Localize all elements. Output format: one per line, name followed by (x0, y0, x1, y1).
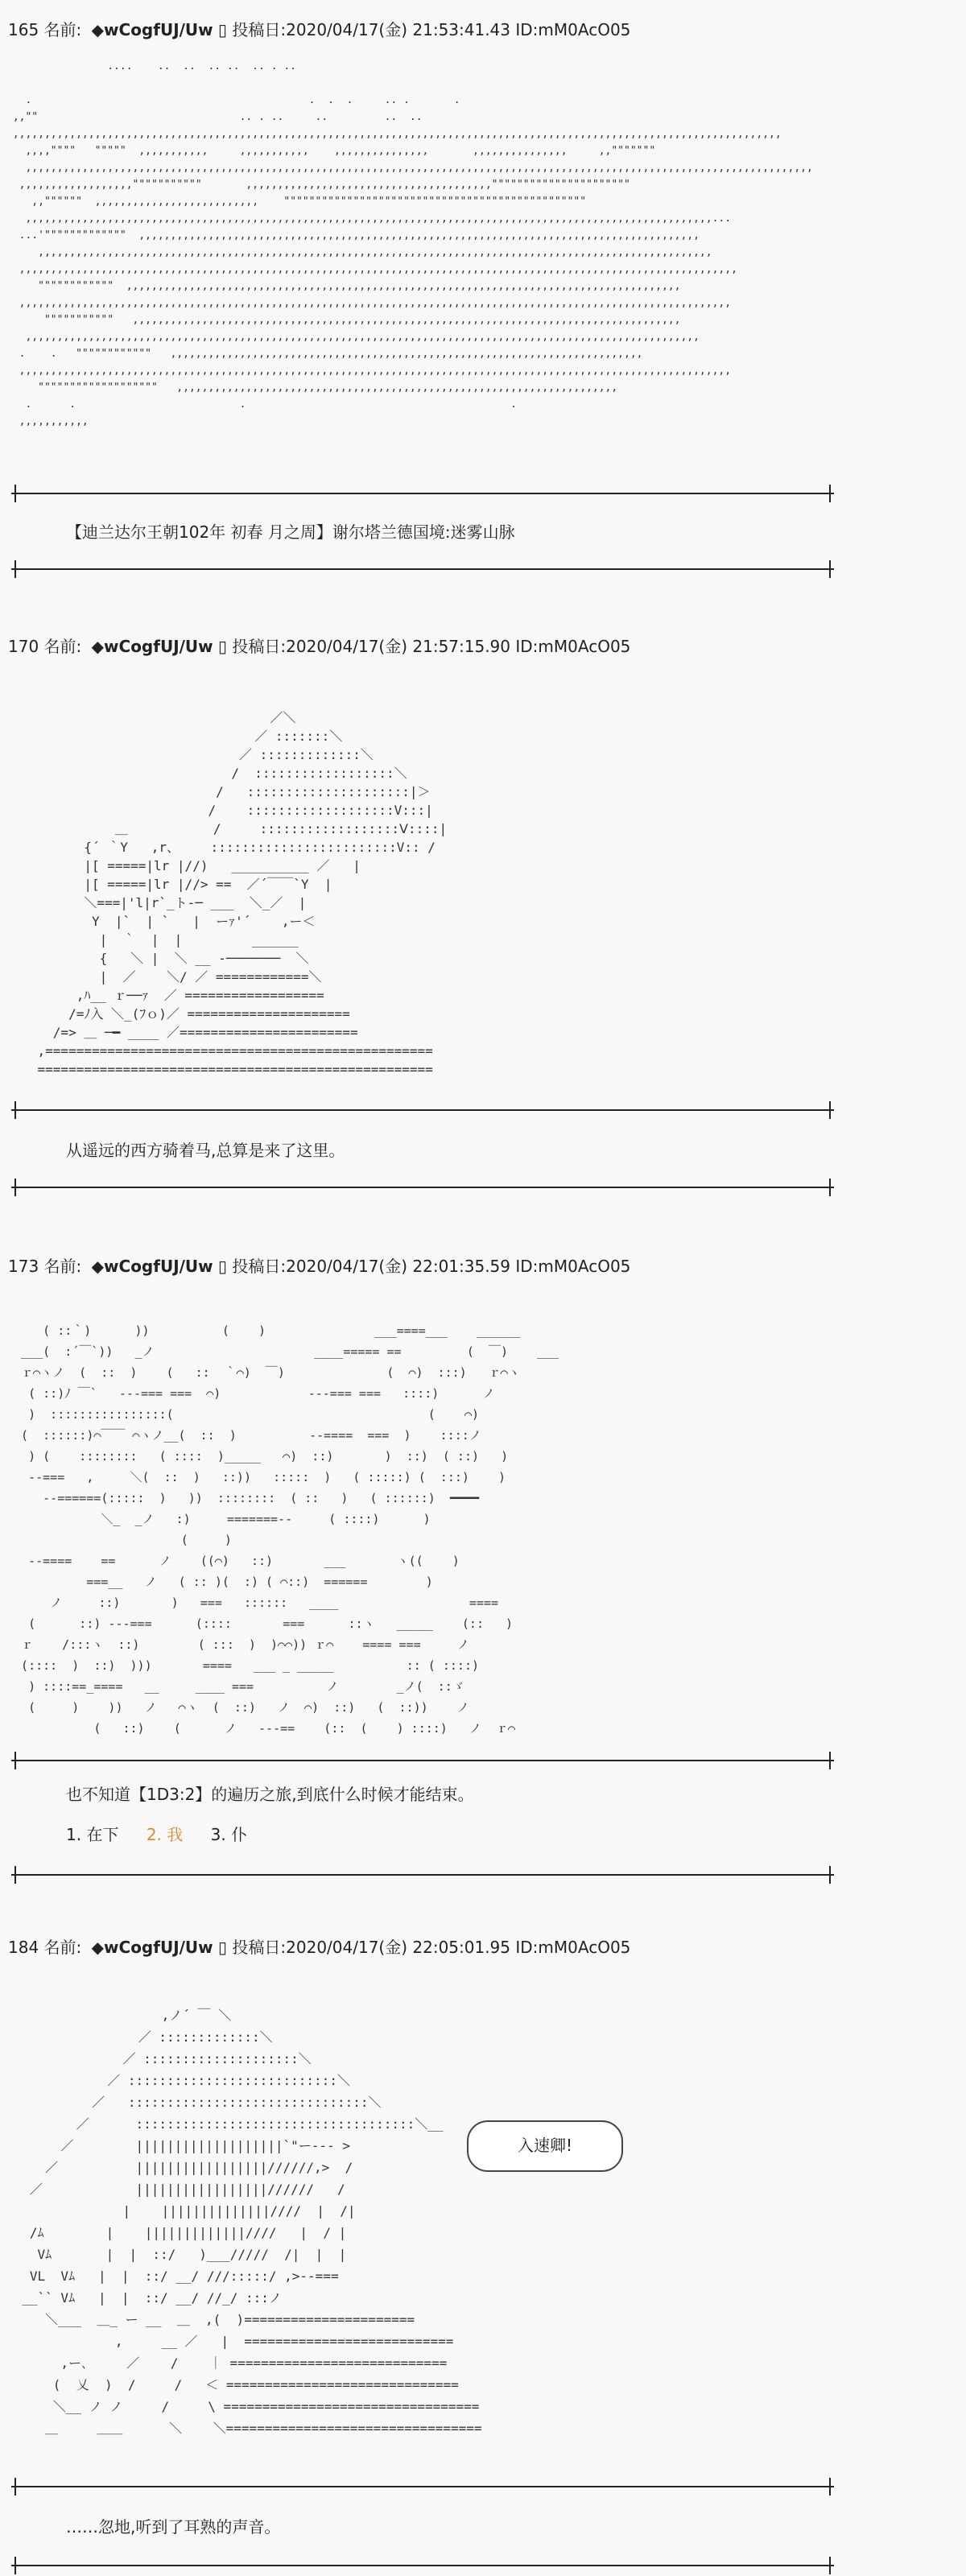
choice-1[interactable]: 1. 在下 (66, 1825, 119, 1844)
ascii-art-castle-road: ,ノ´ ￣ ＼ ／ :::::::::::::＼ ／ ::::::::::::::::::::＼ ／ :::::::::::::::::::::::::::＼ ／ :::::::::::::::::::::::::::::::＼ ／ ::::::::::::::::::::::::::::::::::::＼__ ／ |||||||||||||||||||`"ー--- > ／ |||||||||||||||||//////,> / ／ |||||||||||||||||////// / | ||||||||||||||//// | /| /ﾑ | |||||||||||||//// | / | Vﾑ | | ::/ )___///// /| | | VL Vﾑ | | ::/ __/ ///:::::/ ,>--=== __`` Vﾑ | | ::/ __/ //_/ :::ノ ＼___ ＿_ ー __ ＿ ,( )====================== , __ ／ | =========================== ,ー､ ／ / ｜ ============================ ( 乂 ) / / ＜ ============================== ＼__ ノ ノ / \ ================================= ＿ ＿＿ ＼ ＼================================= (22, 2008, 482, 2436)
post-number: 170 (8, 637, 39, 656)
choice-3[interactable]: 3. 仆 (210, 1825, 248, 1844)
post-date: 2020/04/17(金) 21:57:15.90 (286, 637, 511, 656)
choice-list (66, 1824, 270, 1845)
box-icon: ▯ (218, 1938, 228, 1957)
poster-tripcode[interactable]: ◆wCogfUJ/Uw (91, 637, 213, 656)
divider (11, 1109, 834, 1111)
box-icon: ▯ (218, 1257, 228, 1276)
divider (11, 1874, 834, 1876)
name-label: 名前: (43, 637, 82, 656)
date-label: 投稿日: (232, 1938, 287, 1957)
date-label: 投稿日: (232, 637, 287, 656)
box-icon: ▯ (218, 20, 228, 39)
post-id[interactable]: ID:mM0AcO05 (515, 637, 631, 656)
ascii-art-castle-rider: ／＼ ／ :::::::＼ ／ :::::::::::::＼ / ::::::::::::::::::＼ / :::::::::::::::::::::|＞ / :::::::::::::::::::V:::| ＿ / ::::::::::::::::::Ⅴ::::| {´ ｀Y ,r、 ::::::::::::::::::::::::V:: / |[ =====|lr |//) __________ ／ | |[ =====|lr |//> == ／´￣￣`Y | ＼===|'l|r`_ト-─ ___ ＼_／ | Y |` | ` | ーｧ'´ ,ー＜ | ｀ | | ______ { ＼ | ＼ __ -─────── ＼ | ／ ＼/ ／ ============＼ ,ﾊ__ ｒ──ｧ ／ ================== /=ﾉ入 ＼_(ﾌｏ)／ ===================== /=> ＿ ─━ ____ ／======================= ,================================================== =================================================== (37, 710, 448, 1077)
name-label: 名前: (43, 20, 82, 39)
ascii-art-clouds: .... .. .. .. .. .. . .. . . . . .. . . ,,"" .. . .. .. .. .. ,,,,,,,,,,,,,,,,,,,,,,,,,,,,,,,,,,,,,,,,,,,,,,,,,,,,,,,,,,,,,,,,,,,,,,,,,,,,,,,,,,,,,,,,,,,,,,,,,,,,,,,,,,,,,,,,,,,,,,,,,, ,,,,"""" """"" ,,,,,,,,,,, ,,,,,,,,,,, ,,,,,,,,,,,,,,, ,,,,,,,,,,,,,,, ,,""""""" ,,,,,,,,,,,,,,,,,,,,,,,,,,,,,,,,,,,,,,,,,,,,,,,,,,,,,,,,,,,,,,,,,,,,,,,,,,,,,,,,,,,,,,,,,,,,,,,,,,,,,,,,,,,,,,,,,,,,,,,,,,,,, ,,,,,,,,,,,,,,,,,,""""""""""" ,,,,,,,,,,,,,,,,,,,,,,,,,,,,,,,,,,,,,,,"""""""""""""""""""""" ,,"""""" ,,,,,,,,,,,,,,,,,,,,,,,,,, """""""""""""""""""""""""""""""""""""""""""""""" ,,,,,,,,,,,,,,,,,,,,,,,,,,,,,,,,,,,,,,,,,,,,,,,,,,,,,,,,,,,,,,,,,,,,,,,,,,,,,,,,,,,,,,,,,,,,,,,,,,,,,,,,,,,,,... ...'""""""""""""" ,,,,,,,,,,,,,,,,,,,,,,,,,,,,,,,,,,,,,,,,,,,,,,,,,,,,,,,,,,,,,,,,,,,,,,,,,,,,,,,,,,,,,,,,, ,,,,,,,,,,,,,,,,,,,,,,,,,,,,,,,,,,,,,,,,,,,,,,,,,,,,,,,,,,,,,,,,,,,,,,,,,,,,,,,,,,,,,,,,,,,,,,,,,,,,,,,,,,, ,,,,,,,,,,,,,,,,,,,,,,,,,,,,,,,,,,,,,,,,,,,,,,,,,,,,,,,,,,,,,,,,,,,,,,,,,,,,,,,,,,,,,,,,,,,,,,,,,,,,,,,,,,,,,,,,,, """""""""""" ,,,,,,,,,,,,,,,,,,,,,,,,,,,,,,,,,,,,,,,,,,,,,,,,,,,,,,,,,,,,,,,,,,,,,,,,,,,,,,,,,,,,,,,, ,,,,,,,,,,,,,,,,,,,,,,,,,,,,,,,,,,,,,,,,,,,,,,,,,,,,,,,,,,,,,,,,,,,,,,,,,,,,,,,,,,,,,,,,,,,,,,,,,,,,,,,,,,,,,,,,, """"""""""" ,,,,,,,,,,,,,,,,,,,,,,,,,,,,,,,,,,,,,,,,,,,,,,,,,,,,,,,,,,,,,,,,,,,,,,,,,,,,,,,,,,,,,,, ,,,,,,,,,,,,,,,,,,,,,,,,,,,,,,,,,,,,,,,,,,,,,,,,,,,,,,,,,,,,,,,,,,,,,,,,,,,,,,,,,,,,,,,,,,,,,,,,,,,,,,,,,,, . . """""""""""" ,,,,,,,,,,,,,,,,,,,,,,,,,,,,,,,,,,,,,,,,,,,,,,,,,,,,,,,,,,,,,,,,,,,,,,,,,,, ,,,,,,,,,,,,,,,,,,,,,,,,,,,,,,,,,,,,,,,,,,,,,,,,,,,,,,,,,,,,,,,,,,,,,,,,,,,,,,,,,,,,,,,,,,,,,,,,,,,,,,,,,,,,,,,,, """"""""""""""""""" ,,,,,,,,,,,,,,,,,,,,,,,,,,,,,,,,,,,,,,,,,,,,,,,,,,,,,,,,,,,,,,,,,,,,,, . . . . ,,,,,,,,,,, (12, 60, 813, 427)
post-number: 173 (8, 1257, 39, 1276)
post-id[interactable]: ID:mM0AcO05 (515, 20, 631, 39)
post-date: 2020/04/17(金) 21:53:41.43 (286, 20, 511, 39)
post-number: 184 (8, 1938, 39, 1957)
poster-tripcode[interactable]: ◆wCogfUJ/Uw (91, 1938, 213, 1957)
choice-2-selected[interactable]: 2. 我 (146, 1825, 184, 1844)
post-header (8, 1937, 630, 1958)
ascii-art-smoke-clouds: ( ::｀) )) ( ) ___====___ ______ ___( :´￣`)) _ノ ____===== == ( ￣) ___ ｒ⌒ヽノ ( :: ) ( :: ｀⌒) ￣) ( ⌒) :::) ｒ⌒ヽ ( ::)ﾉ ￣` ---=== === ⌒) ---=== === ::::) ノ ) ::::::::::::::::( ( ⌒) ( ::::::)⌒￣￣ ⌒ヽノ__( :: ) --==== === ) ::::ノ ) ( :::::::: ( :::: )_____ ⌒) ::) ) ::) ( ::) ) --=== , ＼( :: ) ::)) ::::: ) ( :::::) ( :::) ) --======(::::: ) )) :::::::: ( :: ) ( ::::::) ━━━━ ＼_ _ノ :) =======-- ( ::::) ) ( ) --==== == ノ ((⌒) ::) ___ ヽ(( ) ===__ ノ ( :: )( :) ( ⌒::) ====== ) ノ ::) ) === :::::: ____ ==== ( ::) ---=== (:::: === ::ヽ _____ (:: ) ｒ /:::ヽ ::) ( ::: ) )⌒⌒)) ｒ⌒ ==== === ノ (:::: ) ::) ))) ==== ___ _ _____ :: ( ::::) ) ::::==_==== __ ____ === ノ _ノ( ::ゞ ( ) )) ノ ⌒ヽ ( ::) ノ ⌒) ::) ( ::)) ノ ( ::) ( ノ ---== (:: ( ) ::::) ノ ｒ⌒ (21, 1323, 559, 1736)
speech-bubble (467, 2120, 623, 2172)
box-icon: ▯ (218, 637, 228, 656)
date-label: 投稿日: (232, 1257, 287, 1276)
divider (11, 1760, 834, 1761)
poster-tripcode[interactable]: ◆wCogfUJ/Uw (91, 1257, 213, 1276)
name-label: 名前: (43, 1938, 82, 1957)
post-header (8, 1256, 630, 1277)
poster-tripcode[interactable]: ◆wCogfUJ/Uw (91, 20, 213, 39)
divider (11, 493, 834, 494)
speech-bubble-text: 入速卿! (517, 2136, 573, 2155)
divider (11, 568, 834, 570)
post-header (8, 636, 630, 657)
post-id[interactable]: ID:mM0AcO05 (515, 1257, 631, 1276)
name-label: 名前: (43, 1257, 82, 1276)
divider (11, 2486, 834, 2487)
post-id[interactable]: ID:mM0AcO05 (515, 1938, 631, 1957)
narration-text: 【迪兰达尔王朝102年 初春 月之周】谢尔塔兰德国境:迷雾山脉 (66, 522, 515, 542)
date-label: 投稿日: (232, 20, 287, 39)
divider (11, 1187, 834, 1188)
post-header (8, 19, 630, 40)
post-date: 2020/04/17(金) 22:05:01.95 (286, 1938, 511, 1957)
narration-text: ……忽地,听到了耳熟的声音。 (66, 2517, 281, 2537)
narration-text: 也不知道【1D3:2】的遍历之旅,到底什么时候才能结束。 (66, 1785, 474, 1804)
post-date: 2020/04/17(金) 22:01:35.59 (286, 1257, 511, 1276)
post-number: 165 (8, 20, 39, 39)
divider (11, 2565, 834, 2566)
narration-text: 从遥远的西方骑着马,总算是来了这里。 (66, 1141, 345, 1160)
